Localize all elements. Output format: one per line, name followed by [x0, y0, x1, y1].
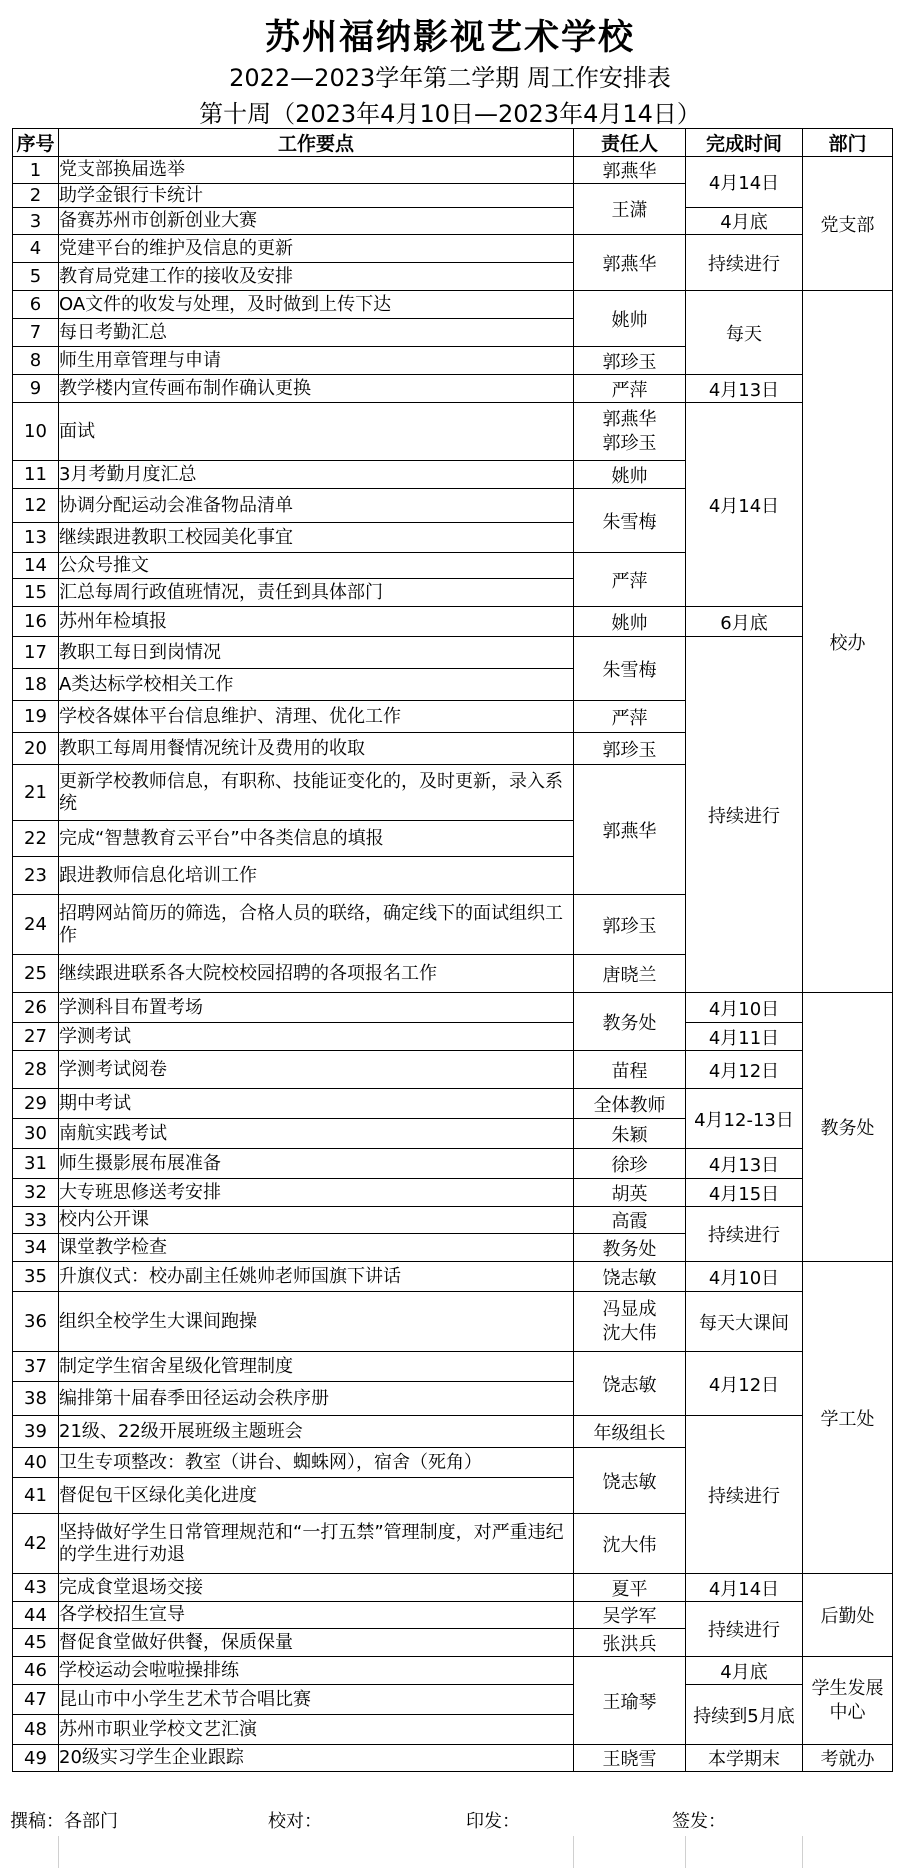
person-cell: 唐晓兰	[574, 955, 686, 993]
row-number: 21	[13, 765, 59, 821]
task-text: 学校各媒体平台信息维护、清理、优化工作	[59, 701, 574, 733]
person-cell: 饶志敏	[574, 1448, 686, 1514]
time-cell: 每天大课间	[686, 1292, 803, 1352]
time-cell: 本学期末	[686, 1745, 803, 1772]
person-cell: 姚帅	[574, 607, 686, 637]
signature-footer	[0, 1807, 900, 1833]
person-cell: 郭珍玉	[574, 347, 686, 375]
row-number: 18	[13, 669, 59, 701]
table-row	[13, 403, 893, 461]
person-cell: 朱雪梅	[574, 489, 686, 553]
dept-cell: 党支部	[803, 157, 893, 291]
row-number: 44	[13, 1602, 59, 1629]
table-row	[13, 1051, 893, 1089]
row-number: 33	[13, 1207, 59, 1234]
row-number: 16	[13, 607, 59, 637]
task-text: 期中考试	[59, 1089, 574, 1119]
table-row	[13, 157, 893, 184]
row-number: 42	[13, 1514, 59, 1574]
task-text: 公众号推文	[59, 553, 574, 579]
task-text: 汇总每周行政值班情况，责任到具体部门	[59, 579, 574, 607]
week-range: 第十周（2023年4月10日—2023年4月14日）	[199, 100, 701, 128]
col-header-task: 工作要点	[59, 129, 574, 157]
schedule-subtitle: 2022—2023学年第二学期 周工作安排表	[229, 64, 671, 92]
task-text: 学测考试	[59, 1023, 574, 1051]
row-number: 25	[13, 955, 59, 993]
time-cell: 持续进行	[686, 1207, 803, 1262]
task-text: 完成“智慧教育云平台”中各类信息的填报	[59, 821, 574, 857]
person-cell: 教务处	[574, 1234, 686, 1262]
row-number: 40	[13, 1448, 59, 1478]
row-number: 37	[13, 1352, 59, 1382]
task-text: 课堂教学检查	[59, 1234, 574, 1262]
row-number: 12	[13, 489, 59, 523]
task-text: 教职工每周用餐情况统计及费用的收取	[59, 733, 574, 765]
person-name: 郭珍玉	[602, 432, 657, 454]
row-number: 45	[13, 1629, 59, 1657]
row-number: 10	[13, 403, 59, 461]
row-number: 29	[13, 1089, 59, 1119]
person-cell: 姚帅	[574, 461, 686, 489]
task-text: 完成食堂退场交接	[59, 1574, 574, 1602]
header-row	[13, 129, 893, 157]
table-row	[13, 1657, 893, 1685]
person-cell: 高霞	[574, 1207, 686, 1234]
table-row	[13, 1292, 893, 1352]
task-text: 学校运动会啦啦操排练	[59, 1657, 574, 1685]
task-text: 继续跟进教职工校园美化事宜	[59, 523, 574, 553]
row-number: 8	[13, 347, 59, 375]
row-number: 30	[13, 1119, 59, 1149]
task-text: 卫生专项整改：教室（讲台、蜘蛛网），宿舍（死角）	[59, 1448, 574, 1478]
task-text: 师生用章管理与申请	[59, 347, 574, 375]
task-text: 苏州年检填报	[59, 607, 574, 637]
row-number: 15	[13, 579, 59, 607]
row-number: 23	[13, 857, 59, 895]
schedule-table	[12, 128, 893, 1772]
drafter-field: 撰稿：各部门	[10, 1811, 118, 1832]
dept-cell: 后勤处	[803, 1574, 893, 1657]
task-text: 继续跟进联系各大院校校园招聘的各项报名工作	[59, 955, 574, 993]
person-cell: 严萍	[574, 701, 686, 733]
task-text: 南航实践考试	[59, 1119, 574, 1149]
row-number: 2	[13, 184, 59, 208]
person-cell	[574, 403, 686, 461]
row-number: 5	[13, 263, 59, 291]
person-cell: 郭珍玉	[574, 733, 686, 765]
person-name: 沈大伟	[602, 1322, 657, 1344]
person-cell: 严萍	[574, 375, 686, 403]
task-text: 教学楼内宣传画布制作确认更换	[59, 375, 574, 403]
row-number: 9	[13, 375, 59, 403]
person-cell: 沈大伟	[574, 1514, 686, 1574]
person-cell: 郭珍玉	[574, 895, 686, 955]
time-cell: 4月10日	[686, 1262, 803, 1292]
row-number: 39	[13, 1416, 59, 1448]
row-number: 46	[13, 1657, 59, 1685]
task-text: 协调分配运动会准备物品清单	[59, 489, 574, 523]
time-cell: 6月底	[686, 607, 803, 637]
col-header-time: 完成时间	[686, 129, 803, 157]
row-number: 43	[13, 1574, 59, 1602]
person-cell: 张洪兵	[574, 1629, 686, 1657]
proofreader-field: 校对：	[268, 1811, 322, 1832]
row-number: 38	[13, 1382, 59, 1416]
task-text: 教育局党建工作的接收及安排	[59, 263, 574, 291]
time-cell: 持续进行	[686, 1416, 803, 1574]
person-cell: 严萍	[574, 553, 686, 607]
row-number: 24	[13, 895, 59, 955]
task-text: 督促包干区绿化美化进度	[59, 1478, 574, 1514]
person-cell: 郭燕华	[574, 157, 686, 184]
time-cell: 4月底	[686, 1657, 803, 1685]
table-row	[13, 1685, 893, 1715]
table-row	[13, 208, 893, 235]
table-row	[13, 1416, 893, 1448]
row-number: 4	[13, 235, 59, 263]
table-row	[13, 1207, 893, 1234]
time-cell: 4月13日	[686, 375, 803, 403]
row-number: 26	[13, 993, 59, 1023]
row-number: 1	[13, 157, 59, 184]
person-name: 冯显成	[602, 1298, 657, 1320]
row-number: 27	[13, 1023, 59, 1051]
task-text: 师生摄影展布展准备	[59, 1149, 574, 1179]
task-text: 面试	[59, 403, 574, 461]
table-row	[13, 1745, 893, 1772]
person-cell: 全体教师	[574, 1089, 686, 1119]
issuer-field: 印发：	[466, 1811, 520, 1832]
time-cell: 4月12日	[686, 1352, 803, 1416]
row-number: 20	[13, 733, 59, 765]
task-text: 3月考勤月度汇总	[59, 461, 574, 489]
person-cell: 王瑜琴	[574, 1657, 686, 1745]
task-text: 学测考试阅卷	[59, 1051, 574, 1089]
dept-cell: 考就办	[803, 1745, 893, 1772]
dept-cell: 校办	[803, 291, 893, 993]
school-title: 苏州福纳影视艺术学校	[264, 18, 635, 58]
person-cell: 姚帅	[574, 291, 686, 347]
time-cell: 4月10日	[686, 993, 803, 1023]
person-cell: 饶志敏	[574, 1352, 686, 1416]
person-cell: 苗程	[574, 1051, 686, 1089]
person-name: 郭燕华	[602, 408, 657, 430]
task-text: 坚持做好学生日常管理规范和“一打五禁”管理制度，对严重违纪的学生进行劝退	[59, 1514, 574, 1574]
time-cell: 4月底	[686, 208, 803, 235]
row-number: 19	[13, 701, 59, 733]
time-cell: 4月14日	[686, 157, 803, 208]
table-row	[13, 637, 893, 669]
person-cell: 王晓雪	[574, 1745, 686, 1772]
task-text: 学测科目布置考场	[59, 993, 574, 1023]
table-row	[13, 1352, 893, 1382]
table-row	[13, 993, 893, 1023]
time-cell: 4月12日	[686, 1051, 803, 1089]
row-number: 22	[13, 821, 59, 857]
task-text: 每日考勤汇总	[59, 319, 574, 347]
row-number: 28	[13, 1051, 59, 1089]
person-cell: 教务处	[574, 993, 686, 1051]
task-text: 各学校招生宣导	[59, 1602, 574, 1629]
task-text: OA文件的收发与处理，及时做到上传下达	[59, 291, 574, 319]
table-row	[13, 1149, 893, 1179]
task-text: 助学金银行卡统计	[59, 184, 574, 208]
row-number: 49	[13, 1745, 59, 1772]
time-cell: 4月12-13日	[686, 1089, 803, 1149]
time-cell: 持续进行	[686, 235, 803, 291]
time-cell: 4月14日	[686, 403, 803, 607]
person-cell: 郭燕华	[574, 765, 686, 895]
row-number: 32	[13, 1179, 59, 1207]
person-cell: 胡英	[574, 1179, 686, 1207]
table-row	[13, 1262, 893, 1292]
col-header-no: 序号	[13, 129, 59, 157]
task-text: 教职工每日到岗情况	[59, 637, 574, 669]
row-number: 14	[13, 553, 59, 579]
approver-field: 签发：	[672, 1811, 726, 1832]
dept-cell: 学工处	[803, 1262, 893, 1574]
row-number: 36	[13, 1292, 59, 1352]
row-number: 34	[13, 1234, 59, 1262]
row-number: 7	[13, 319, 59, 347]
time-cell: 持续进行	[686, 637, 803, 993]
task-text: 党支部换届选举	[59, 157, 574, 184]
table-row	[13, 607, 893, 637]
task-text: 昆山市中小学生艺术节合唱比赛	[59, 1685, 574, 1715]
person-cell: 吴学军	[574, 1602, 686, 1629]
time-cell: 4月11日	[686, 1023, 803, 1051]
row-number: 35	[13, 1262, 59, 1292]
task-text: 苏州市职业学校文艺汇演	[59, 1715, 574, 1745]
row-number: 47	[13, 1685, 59, 1715]
row-number: 13	[13, 523, 59, 553]
col-header-dept: 部门	[803, 129, 893, 157]
task-text: 跟进教师信息化培训工作	[59, 857, 574, 895]
task-text: 20级实习学生企业跟踪	[59, 1745, 574, 1772]
task-text: 督促食堂做好供餐，保质保量	[59, 1629, 574, 1657]
person-cell: 王潇	[574, 184, 686, 235]
task-text: 校内公开课	[59, 1207, 574, 1234]
table-row	[13, 1089, 893, 1119]
task-text: 招聘网站简历的筛选，合格人员的联络，确定线下的面试组织工作	[59, 895, 574, 955]
person-cell: 年级组长	[574, 1416, 686, 1448]
time-cell: 4月13日	[686, 1149, 803, 1179]
task-text: 备赛苏州市创新创业大赛	[59, 208, 574, 235]
dept-cell: 学生发展中心	[803, 1657, 893, 1745]
time-cell: 持续进行	[686, 1602, 803, 1657]
table-row	[13, 1179, 893, 1207]
table-row	[13, 291, 893, 319]
task-text: A类达标学校相关工作	[59, 669, 574, 701]
task-text: 编排第十届春季田径运动会秩序册	[59, 1382, 574, 1416]
task-text: 党建平台的维护及信息的更新	[59, 235, 574, 263]
dept-cell: 教务处	[803, 993, 893, 1262]
person-cell: 夏平	[574, 1574, 686, 1602]
table-row	[13, 235, 893, 263]
person-cell: 徐珍	[574, 1149, 686, 1179]
person-cell: 郭燕华	[574, 235, 686, 291]
task-text: 制定学生宿舍星级化管理制度	[59, 1352, 574, 1382]
empty-grid-area	[0, 1836, 900, 1868]
table-row	[13, 1023, 893, 1051]
row-number: 17	[13, 637, 59, 669]
time-cell: 每天	[686, 291, 803, 375]
person-cell: 饶志敏	[574, 1262, 686, 1292]
row-number: 41	[13, 1478, 59, 1514]
task-text: 大专班思修送考安排	[59, 1179, 574, 1207]
row-number: 31	[13, 1149, 59, 1179]
time-cell: 4月15日	[686, 1179, 803, 1207]
row-number: 11	[13, 461, 59, 489]
row-number: 3	[13, 208, 59, 235]
time-cell: 4月14日	[686, 1574, 803, 1602]
table-row	[13, 1574, 893, 1602]
person-cell: 朱雪梅	[574, 637, 686, 701]
task-text: 21级、22级开展班级主题班会	[59, 1416, 574, 1448]
person-cell	[574, 1292, 686, 1352]
task-text: 升旗仪式：校办副主任姚帅老师国旗下讲话	[59, 1262, 574, 1292]
time-cell: 持续到5月底	[686, 1685, 803, 1745]
row-number: 48	[13, 1715, 59, 1745]
task-text: 组织全校学生大课间跑操	[59, 1292, 574, 1352]
col-header-person: 责任人	[574, 129, 686, 157]
row-number: 6	[13, 291, 59, 319]
table-row	[13, 375, 893, 403]
table-row	[13, 1602, 893, 1629]
task-text: 更新学校教师信息，有职称、技能证变化的，及时更新，录入系统	[59, 765, 574, 821]
person-cell: 朱颖	[574, 1119, 686, 1149]
